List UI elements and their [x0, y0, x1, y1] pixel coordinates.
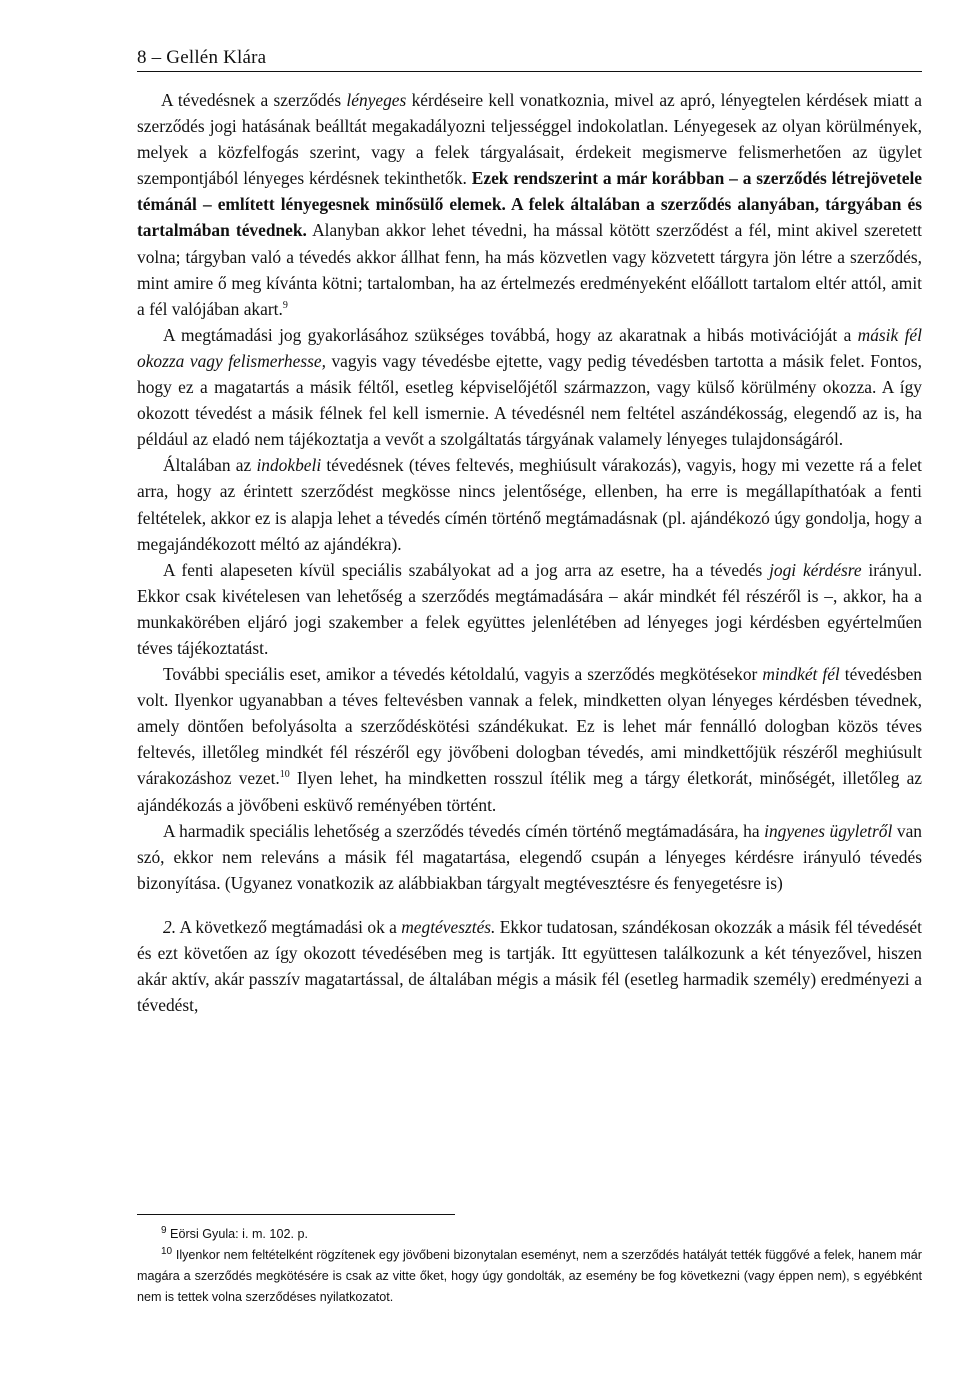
text-run: A harmadik speciális lehetőség a szerződés tévedés címén történő megtámadására, ha [163, 820, 765, 841]
footnote-text: Ilyenkor nem feltételként rögzítenek egy jövőbeni bizonytalan eseményt, nem a szerződés hatályát tették függővé a felek, hanem már magára a szerződés megkötésére is csak az vitte őket, hogy úgy gondolták, az esemény be fog következni (vagy éppen nem), s egyébként nem is tettek volna szerződéses nyilatkozatot. [137, 1248, 922, 1304]
italic-run: indokbeli [256, 455, 322, 476]
text-run: van szó, ekkor nem releváns a másik fél magatartása, elegendő csupán a lényeges kérdésre irányuló tévedés bizonyítása. (Ugyanez vonatkozik az alábbiakban tárgyalt megtévesztésre és fenyegetésre is) [137, 820, 922, 893]
text-run: tévedésnek (téves feltevés, meghiúsult várakozás), vagyis, hogy mi vezette rá a felet arra, hogy az érintett szerződést megkösse nincs jelentősége, ellenben, ha erre is megállapíthatóak a fenti feltételek, akkor ez is alapja lehet a tévedés címén történő megtámadásnak (pl. ajándékozó úgy gondolja, hogy a megajándékozott méltó az ajándékra). [137, 455, 922, 554]
running-head: 8 – Gellén Klára [137, 46, 922, 72]
text-run: A tévedésnek a szerződés [161, 90, 347, 110]
text-run: Általában az [163, 455, 257, 476]
section-number: 2. [163, 916, 177, 937]
text-run: A megtámadási jog gyakorlásához szükséges továbbá, hogy az akaratnak a hibás motivációját a [163, 324, 858, 345]
footnote-9 [137, 1224, 922, 1245]
italic-run: jogi kérdésre [769, 559, 862, 580]
footnote-number: 10 [161, 1245, 173, 1257]
text-run: vagyis vagy tévedésbe ejtette, vagy pedig tévedésben tartotta a másik felet. Fontos, hogy ez a magatartás a másik féltől, esetleg képviselőjétől származzon, vagy külső körülmény okozza. A így okozott tévedést a másik félnek fel kell ismernie. A tévedésnél nem feltétel aszándékosság, elegendő az is, ha például az eladó nem tájékoztatja a vevőt a szolgáltatás tárgyának valamely lényeges tulajdonságáról. [137, 350, 922, 450]
italic-run: lényeges [346, 90, 407, 110]
footnote-text: Eörsi Gyula: i. m. 102. p. [166, 1227, 308, 1241]
text-run: További speciális eset, amikor a tévedés kétoldalú, vagyis a szerződés megkötésekor [163, 664, 763, 685]
italic-run: mindkét fél [762, 664, 840, 685]
italic-run: megtévesztés. [401, 916, 496, 937]
text-run: A fenti alapeseten kívül speciális szabályokat ad a jog arra az esetre, ha a tévedés [163, 559, 770, 580]
paragraph-7 [137, 914, 922, 1018]
footnote-ref-9: 9 [282, 299, 288, 311]
paragraph-1 [137, 87, 922, 322]
body-text [137, 87, 922, 1018]
text-run: A következő megtámadási ok a [176, 916, 402, 937]
text-run: kérdéseire kell vonatkoznia, mivel az apró, lényegtelen kérdések miatt a szerződés jogi hatásának beálltát megakadályozni teljességgel indokolatlan. Lényegesek az olyan körülmények, melyek a közfelfogás szerint, vagy a felek tárgyalásait, érdekeit megismerve felismerhetően az ügylet szempontjából lényeges kérdésnek tekinthetők. [137, 90, 922, 189]
italic-run: ingyenes ügyletről [764, 820, 893, 841]
footnote-10 [137, 1245, 922, 1308]
italic-run: másik fél okozza vagy felismerhesse, [137, 324, 922, 371]
paragraph-3 [137, 452, 922, 556]
text-run: Ekkor tudatosan, szándékosan okozzák a másik fél tévedését és ezt követően az így okozott tévedésében meg is tartják. Itt együttesen találkozunk a két tényezővel, hiszen akár aktív, akár passzív magatartással, de általában mégis a másik fél (esetleg harmadik személy) eredményezi a tévedést, [137, 916, 922, 1016]
footnote-number: 9 [161, 1224, 167, 1236]
paragraph-4 [137, 557, 922, 661]
paragraph-2 [137, 322, 922, 452]
paragraph-5 [137, 661, 922, 818]
text-run: tévedésben volt. Ilyenkor ugyanabban a téves feltevésben vannak a felek, mindketten olyan lényeges kérdésben tévednek, amely döntően befolyásolta a szerződéskötési szándékukat. Ez is lehet már fennálló dologban közös téves feltevés, illetőleg mindkét fél részéről egy jövőbeni dologban tévedés, ami mindkettőjük részéről meghiúsult várakozáshoz vezet. [137, 664, 922, 789]
paragraph-6 [137, 818, 922, 896]
footnotes [137, 1224, 922, 1308]
footnote-ref-10: 10 [279, 769, 290, 781]
bold-run: Ezek rendszerint a már korábban – a szerződés létrejövetele témánál – említett lényegesnek minősülő elemek. A felek általában a szerződés alanyában, tárgyában és tartalmában tévednek. [137, 168, 923, 241]
text-run: Alanyban akkor lehet tévedni, ha mással kötött szerződést a fél, mint akivel szeretett volna; tárgyban való a tévedés akkor állhat fenn, ha más közvetlen vagy közvetett tárgyra jön létre a szerződés, mint amire ő meg kívánta kötni; tartalomban, ha az értelmezés eredményeként előállott tartalom eltér attól, amit a fél valójában akart. [137, 220, 923, 319]
footnote-separator [137, 1214, 455, 1215]
text-run: Ilyen lehet, ha mindketten rosszul ítélik meg a tárgy életkorát, minőségét, illetőleg az ajándékozás a jövőbeni esküvő reményében történt. [137, 768, 923, 815]
text-run: irányul. Ekkor csak kivételesen van lehetőség a szerződés megtámadására – akár mindkét fél részéről is –, akkor, ha a munkakörében eljáró jogi szakember a felek együttes jelenlétében ad lényeges jogi kérdésben egyértelműen téves tájékoztatást. [137, 559, 922, 658]
